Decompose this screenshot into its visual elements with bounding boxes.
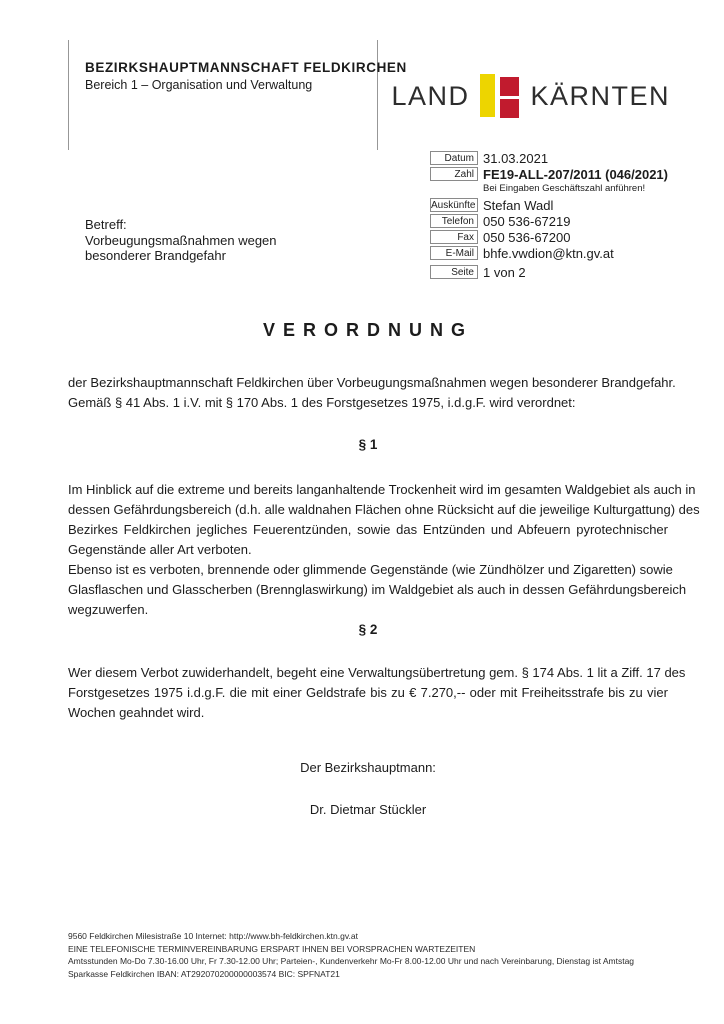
land-kaernten-logo [391,73,670,119]
meta-value-fax: 050 536-67200 [483,229,571,245]
meta-label-datum: Datum [430,151,478,165]
meta-value-auskuenfte: Stefan Wadl [483,197,554,213]
subject-label: Betreff: [85,217,127,232]
section-1-paragraph [68,480,700,620]
meta-row-seite [430,265,680,279]
subject-line-1: Vorbeugungsmaßnahmen wegen [85,232,277,248]
subject-block [85,217,277,264]
meta-row-zahl [430,167,680,181]
section-1-line: wegzuwerfen. [68,602,149,617]
meta-row-auskuenfte [430,198,680,212]
meta-note: Bei Eingaben Geschäftszahl anführen! [483,183,646,194]
section-2-line: Forstgesetzes 1975 i.d.g.F. die mit einer Geldstrafe bis zu € 7.270,-- oder mit Freiheitsstrafe bis zu vier [68,685,668,700]
signature-role: Der Bezirkshauptmann: [300,760,436,775]
letter-metadata [430,151,680,281]
flag-red-square-top [500,77,519,96]
section-2-heading: § 2 [358,622,378,637]
document-title: VERORDNUNG [262,320,473,340]
kaernten-flag-icon [480,74,519,118]
section-2-line: Wer diesem Verbot zuwiderhandelt, begeht eine Verwaltungsübertretung gem. § 174 Abs. 1 lit a Ziff. 17 des [68,665,686,680]
meta-row-datum [430,151,680,165]
meta-value-seite: 1 von 2 [483,264,526,280]
footer-line-address: 9560 Feldkirchen Milesistraße 10 Internet: http://www.bh-feldkirchen.ktn.gv.at [68,931,358,941]
meta-row-fax [430,230,680,244]
meta-value-zahl: FE19-ALL-207/2011 (046/2021) [483,166,668,182]
section-1-line: Glasflaschen und Glasscherben (Brennglaswirkung) im Waldgebiet als auch in dessen Gefährdungsbereich [68,582,687,597]
meta-label-email: E-Mail [430,246,478,260]
footer-line-bank: Sparkasse Feldkirchen IBAN: AT292070200000003574 BIC: SPFNAT21 [68,968,340,979]
sender-department: Bereich 1 – Organisation und Verwaltung [85,78,313,92]
section-1-line: Bezirkes Feldkirchen jegliches Feuerentzünden, sowie das Entzünden und Abfeuern pyrotechnischer [68,522,668,537]
intro-paragraph [68,373,676,413]
sender-name: BEZIRKSHAUPTMANNSCHAFT FELDKIRCHEN [85,60,407,75]
meta-row-telefon [430,214,680,228]
intro-line: Gemäß § 41 Abs. 1 i.V. mit § 170 Abs. 1 des Forstgesetzes 1975, i.d.g.F. wird verordnet: [68,395,576,410]
subject-line-2: besonderer Brandgefahr [85,248,226,263]
footer-line-hours: Amtsstunden Mo-Do 7.30-16.00 Uhr, Fr 7.30-12.00 Uhr; Parteien-, Kundenverkehr Mo-Fr 8.00-12.00 Uhr und nach Vereinbarung, Dienstag ist Amtstag [68,956,635,967]
intro-line: der Bezirkshauptmannschaft Feldkirchen über Vorbeugungsmaßnahmen wegen besonderer Brandgefahr. [68,375,676,390]
sender-box [68,40,407,150]
meta-label-auskuenfte: Auskünfte [430,198,478,212]
meta-value-email: bhfe.vwdion@ktn.gv.at [483,245,614,261]
meta-value-datum: 31.03.2021 [483,150,549,166]
section-1-line: Gegenstände aller Art verboten. [68,542,252,557]
footer-line-notice: EINE TELEFONISCHE TERMINVEREINBARUNG ERSPART IHNEN BEI VORSPRACHEN WARTEZEITEN [68,943,476,954]
section-1-line: Ebenso ist es verboten, brennende oder glimmende Gegenstände (wie Zündhölzer und Zigaretten) sowie [68,562,673,577]
meta-label-zahl: Zahl [430,167,478,181]
section-2-paragraph [68,663,686,723]
footer-block [68,930,724,980]
signature-name: Dr. Dietmar Stückler [309,802,427,817]
flag-red-square-bottom [500,99,519,118]
section-1-line: dessen Gefährdungsbereich (d.h. alle waldnahen Flächen ohne Rücksicht auf die jeweilige Kulturgattung) des [68,502,700,517]
meta-value-telefon: 050 536-67219 [483,213,571,229]
meta-label-fax: Fax [430,230,478,244]
logo-word-kaernten: KÄRNTEN [530,80,670,111]
section-1-heading: § 1 [358,437,378,452]
section-1-line: Im Hinblick auf die extreme und bereits langanhaltende Trockenheit wird im gesamten Waldgebiet als auch in [68,482,696,497]
meta-label-telefon: Telefon [430,214,478,228]
section-2-line: Wochen geahndet wird. [68,705,205,720]
flag-yellow-bar [480,74,495,117]
meta-label-seite: Seite [430,265,478,279]
meta-row-email [430,246,680,260]
logo-word-land: LAND [391,80,470,111]
